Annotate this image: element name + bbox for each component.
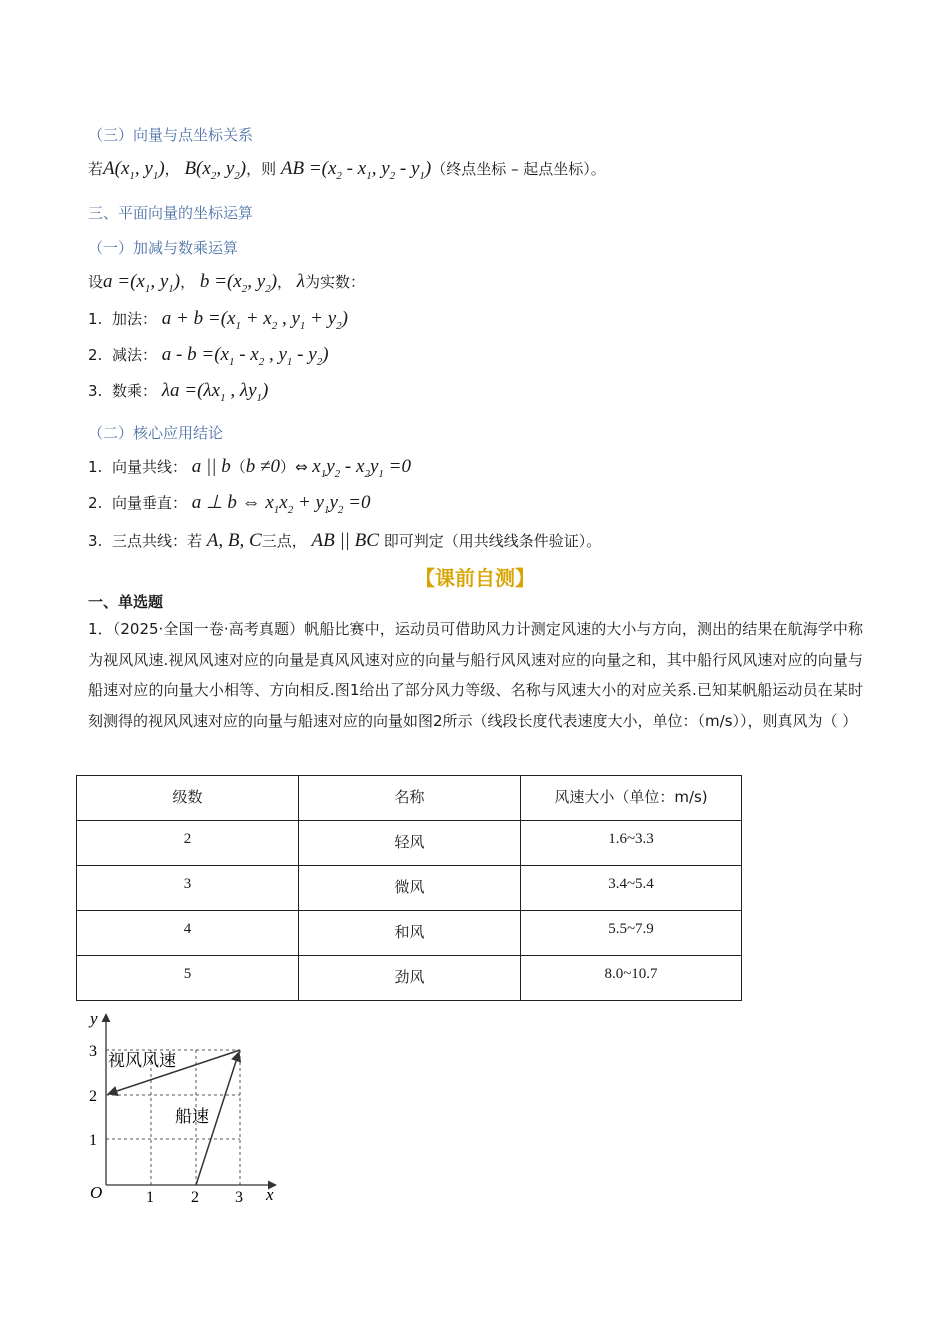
y-tick-label: 1 bbox=[89, 1132, 97, 1149]
y-tick-label: 2 bbox=[89, 1088, 97, 1105]
subsection-ops: （一）加减与数乘运算 bbox=[88, 239, 239, 257]
subsection-coord-relation: （三）向量与点坐标关系 bbox=[88, 126, 254, 144]
header-name: 名称 bbox=[299, 776, 521, 821]
mc-section-title: 一、单选题 bbox=[88, 593, 164, 611]
x-tick-label: 3 bbox=[235, 1189, 243, 1206]
section-title: 三、平面向量的坐标运算 bbox=[88, 204, 254, 222]
boat-speed-label: 船速 bbox=[175, 1107, 209, 1126]
cell-name: 劲风 bbox=[299, 956, 521, 1001]
table-row bbox=[77, 956, 742, 1001]
wind-scale-table bbox=[76, 775, 742, 1001]
conclusion-collinear: 1. 向量共线： a || b（b ≠0）⇔ $x_1y_2 - x_2y_1 =0$ bbox=[88, 456, 411, 480]
cell-speed: 5.5~7.9 bbox=[521, 911, 742, 956]
subsection-conclusions: （二）核心应用结论 bbox=[88, 424, 224, 442]
table-header-row bbox=[77, 776, 742, 821]
coord-relation-formula: 若$A(x_1$, $y_1$)， $B(x_2$, $y_2$)，则 AB $=(x_2 - x_1$, $y_2 - y_1$)（终点坐标 – 起点坐标）。 bbox=[88, 158, 606, 182]
table-row bbox=[77, 911, 742, 956]
cell-name: 微风 bbox=[299, 866, 521, 911]
origin-label: O bbox=[90, 1183, 103, 1202]
setup-line: 设$a =(x_1$, $y_1$)， $b =(x_2$, $y_2$)， λ为实数： bbox=[88, 271, 366, 295]
x-tick-label: 2 bbox=[191, 1189, 199, 1206]
pretest-heading: 【课前自测】 bbox=[415, 566, 535, 590]
header-speed: 风速大小（单位：m/s) bbox=[521, 776, 742, 821]
table-row bbox=[77, 866, 742, 911]
y-axis-label: y bbox=[90, 1009, 98, 1028]
cell-level: 5 bbox=[77, 956, 299, 1001]
conclusion-three-points: 3. 三点共线：若 A, B, C三点， AB || BC 即可判定（用共线线条件验证）。 bbox=[88, 530, 602, 551]
question-number: 1． bbox=[88, 620, 113, 638]
cell-speed: 1.6~3.3 bbox=[521, 821, 742, 866]
conclusion-perpendicular: 2. 向量垂直： a ⊥ b ⇔ $x_1x_2 + y_1y_2 =0$ bbox=[88, 492, 371, 516]
op-sub: 2. 减法： $a - b =(x_1 - x_2$ , $y_1 - y_2$) bbox=[88, 344, 329, 368]
y-tick-label: 3 bbox=[89, 1043, 97, 1060]
question-1 bbox=[88, 614, 863, 736]
question-text: （2025·全国一卷·高考真题）帆船比赛中，运动员可借助风力计测定风速的大小与方向，测出的结果在航海学中称为视风风速.视风风速对应的向量是真风风速对应的向量与船行风风速对应的向量之和，其中船行风风速对应的向量与船速对应的向量大小相等、方向相反.图1给出了部分风力等级、名称与风速大小的对应关系.已知某帆船运动员在某时刻测得的视风风速对应的向量与船速对应的向量如图2所示（线段长度代表速度大小，单位：（m/s）），则真风为（ ） bbox=[88, 620, 864, 730]
header-level: 级数 bbox=[77, 776, 299, 821]
op-scalar: 3. 数乘： $\lambda a =(\lambda x_1$ , $\lambda y_1$) bbox=[88, 380, 269, 404]
cell-name: 和风 bbox=[299, 911, 521, 956]
x-axis-label: x bbox=[266, 1185, 274, 1204]
x-tick-label: 1 bbox=[146, 1189, 154, 1206]
cell-level: 4 bbox=[77, 911, 299, 956]
table-row bbox=[77, 821, 742, 866]
cell-speed: 3.4~5.4 bbox=[521, 866, 742, 911]
cell-level: 2 bbox=[77, 821, 299, 866]
apparent-wind-label: 视风风速 bbox=[108, 1051, 176, 1070]
cell-name: 轻风 bbox=[299, 821, 521, 866]
cell-speed: 8.0~10.7 bbox=[521, 956, 742, 1001]
grid-lines bbox=[106, 1050, 240, 1185]
cell-level: 3 bbox=[77, 866, 299, 911]
vector-figure bbox=[80, 1008, 290, 1208]
op-add: 1. 加法： $a + b =(x_1 + x_2$ , $y_1 + y_2$) bbox=[88, 308, 348, 332]
